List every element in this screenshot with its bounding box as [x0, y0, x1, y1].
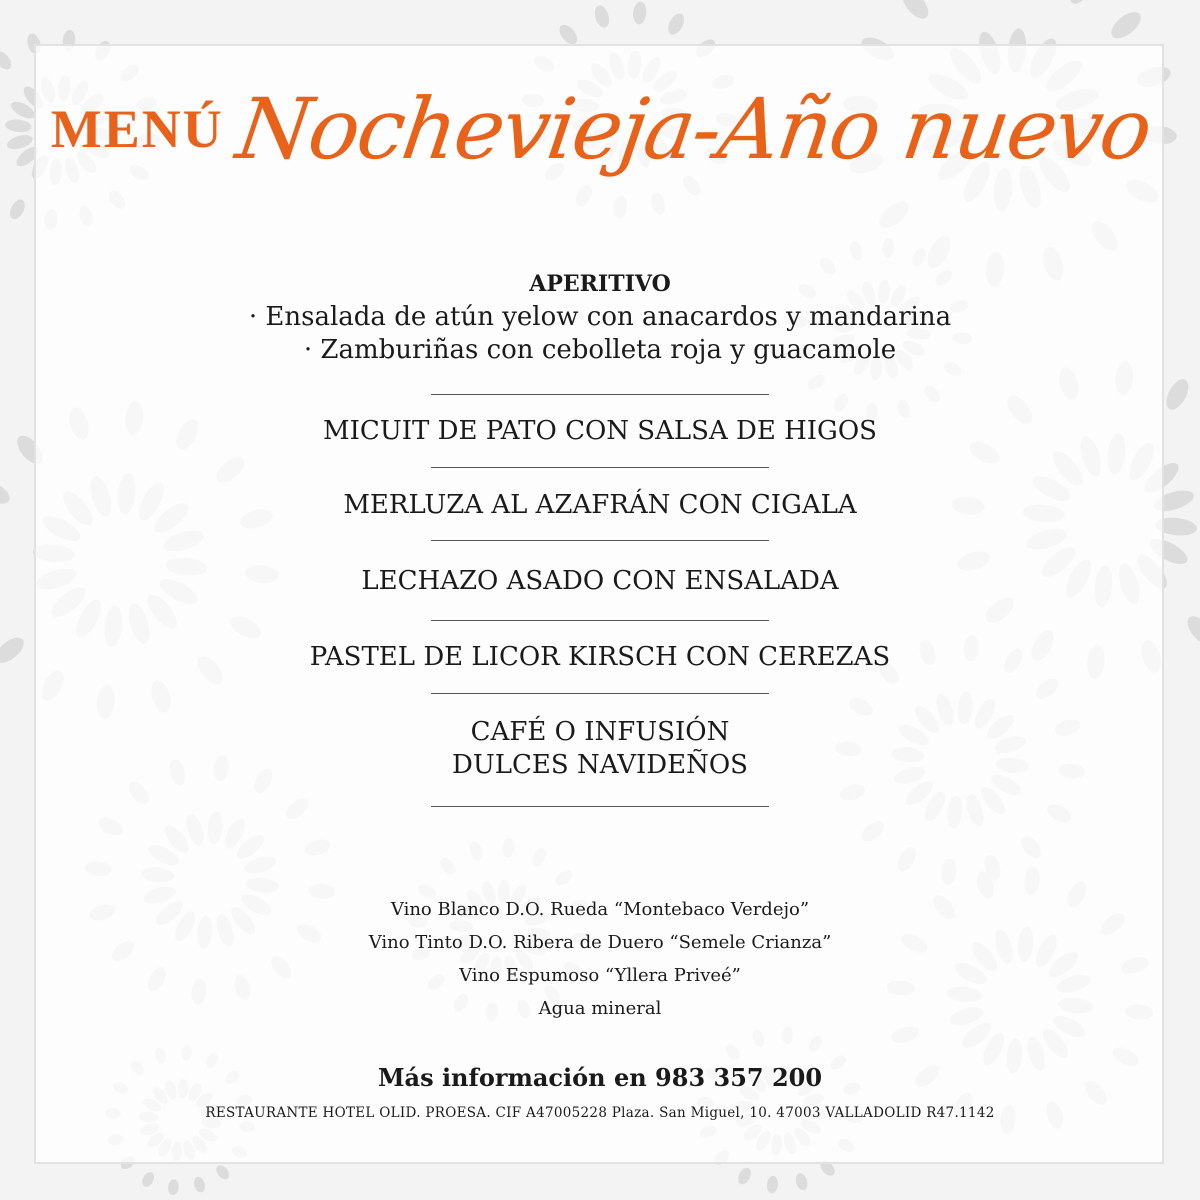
course-heading: APERITIVO	[529, 271, 671, 297]
course-line: DULCES NAVIDEÑOS	[452, 750, 748, 780]
wine-item: Vino Espumoso “Yllera Priveé”	[459, 965, 741, 986]
course-line: CAFÉ O INFUSIÓN	[470, 717, 730, 747]
course-line: · Zamburiñas con cebolleta roja y guacamole	[303, 335, 897, 365]
course-line: MERLUZA AL AZAFRÁN CON CIGALA	[343, 490, 857, 520]
divider	[431, 540, 769, 541]
divider	[431, 806, 769, 807]
course-meat	[0, 565, 1200, 598]
course-line: LECHAZO ASADO CON ENSALADA	[361, 566, 839, 596]
course-line: MICUIT DE PATO CON SALSA DE HIGOS	[323, 416, 877, 446]
divider	[431, 394, 769, 395]
course-starter	[0, 415, 1200, 448]
divider	[431, 467, 769, 468]
course-fish	[0, 489, 1200, 522]
title-menu-word: MENÚ	[50, 99, 224, 159]
divider	[431, 693, 769, 694]
menu-title	[0, 80, 1200, 178]
course-line: PASTEL DE LICOR KIRSCH CON CEREZAS	[309, 642, 891, 672]
title-script-word: Nochevieja-Año nuevo	[230, 80, 1157, 178]
wine-list	[0, 893, 1200, 1025]
wine-item: Agua mineral	[538, 998, 662, 1019]
wine-item: Vino Blanco D.O. Rueda “Montebaco Verdejo”	[390, 899, 810, 920]
legal-footer: RESTAURANTE HOTEL OLID. PROESA. CIF A47005228 Plaza. San Miguel, 10. 47003 VALLADOLID R47.1142	[205, 1105, 995, 1121]
info-phone: Más información en 983 357 200	[377, 1063, 823, 1092]
course-dessert	[0, 641, 1200, 674]
divider	[431, 620, 769, 621]
course-line: · Ensalada de atún yelow con anacardos y mandarina	[248, 302, 952, 332]
course-aperitivo	[0, 268, 1200, 367]
wine-item: Vino Tinto D.O. Ribera de Duero “Semele Crianza”	[368, 932, 832, 953]
course-coffee	[0, 716, 1200, 782]
